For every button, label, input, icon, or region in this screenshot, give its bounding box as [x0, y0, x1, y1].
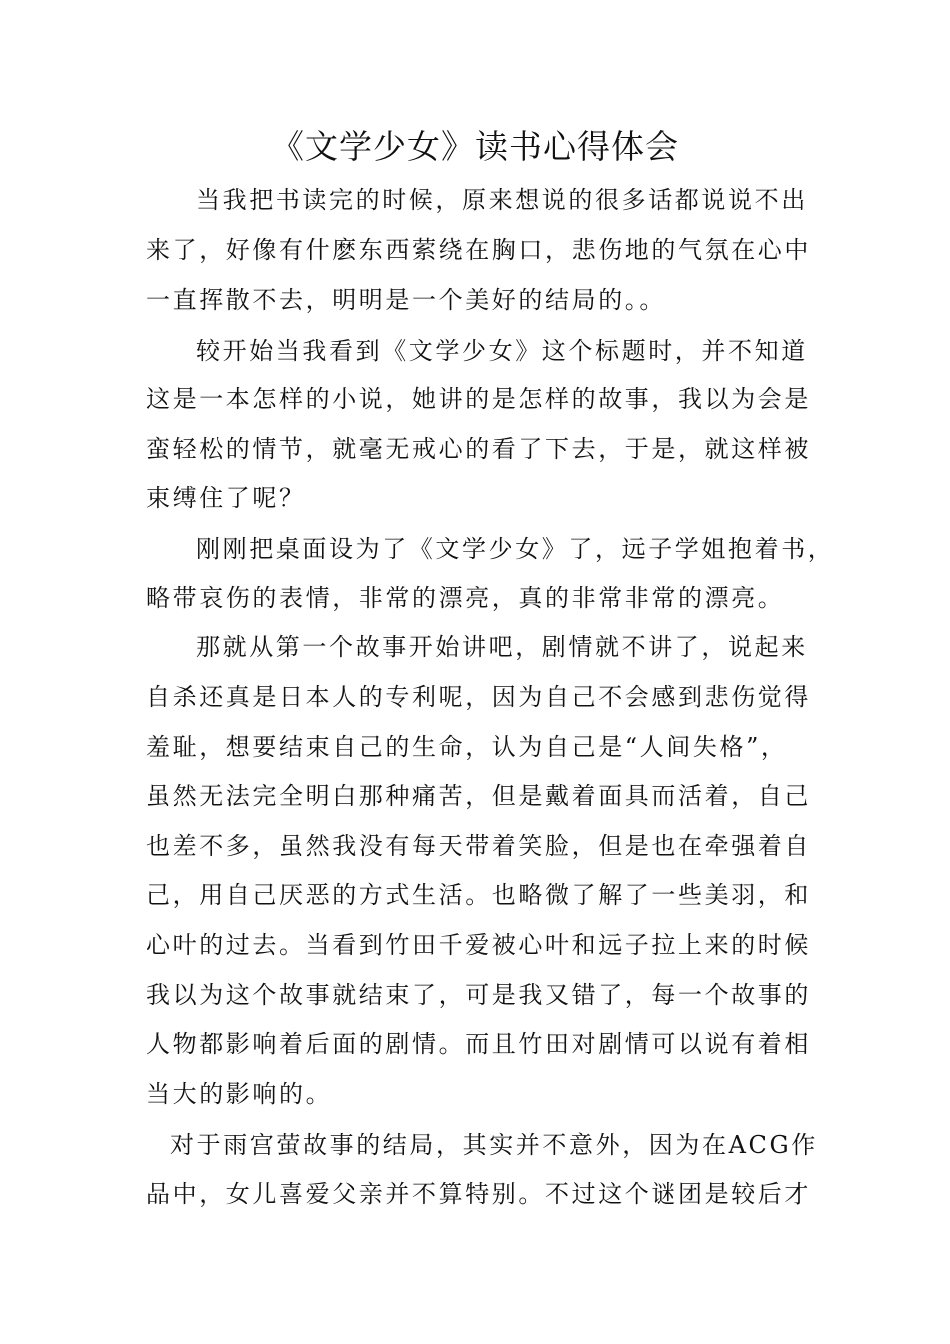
paragraph-line: 对于雨宫萤故事的结局，其实并不意外，因为在ACG作 — [170, 1131, 818, 1159]
paragraph-line: 束缚住了呢？ — [146, 484, 306, 512]
paragraph-line: 品中，女儿喜爱父亲并不算特别。不过这个谜团是较后才 — [146, 1180, 811, 1208]
paragraph-line: 这是一本怎样的小说，她讲的是怎样的故事，我以为会是 — [146, 385, 811, 413]
paragraph-line: 己，用自己厌恶的方式生活。也略微了解了一些美羽，和 — [146, 881, 811, 909]
paragraph-line: 较开始当我看到《文学少女》这个标题时，并不知道 — [196, 337, 808, 365]
paragraph-line: 羞耻，想要结束自己的生命，认为自己是“人间失格”， — [146, 733, 788, 761]
paragraph-line: 当大的影响的。 — [146, 1080, 333, 1108]
paragraph-line: 那就从第一个故事开始讲吧，剧情就不讲了，说起来 — [196, 633, 808, 661]
paragraph-line: 我以为这个故事就结束了，可是我又错了，每一个故事的 — [146, 981, 811, 1009]
paragraph-line: 心叶的过去。当看到竹田千爱被心叶和远子拉上来的时候 — [146, 931, 811, 959]
paragraph-line: 人物都影响着后面的剧情。而且竹田对剧情可以说有着相 — [146, 1030, 811, 1058]
document-title: 《文学少女》读书心得体会 — [271, 127, 679, 166]
paragraph-line: 一直挥散不去，明明是一个美好的结局的。。 — [146, 286, 666, 314]
paragraph-line: 当我把书读完的时候，原来想说的很多话都说说不出 — [196, 186, 808, 214]
paragraph-line: 刚刚把桌面设为了《文学少女》了，远子学姐抱着书， — [196, 535, 835, 563]
paragraph-line: 来了，好像有什麽东西萦绕在胸口，悲伤地的气氛在心中 — [146, 236, 811, 264]
paragraph-line: 自杀还真是日本人的专利呢，因为自己不会感到悲伤觉得 — [146, 683, 811, 711]
paragraph-line: 略带哀伤的表情，非常的漂亮，真的非常非常的漂亮。 — [146, 584, 785, 612]
paragraph-line: 也差不多，虽然我没有每天带着笑脸，但是也在牵强着自 — [146, 832, 811, 860]
paragraph-line: 虽然无法完全明白那种痛苦，但是戴着面具而活着，自己 — [146, 782, 811, 810]
paragraph-line: 蛮轻松的情节，就毫无戒心的看了下去，于是，就这样被 — [146, 435, 811, 463]
